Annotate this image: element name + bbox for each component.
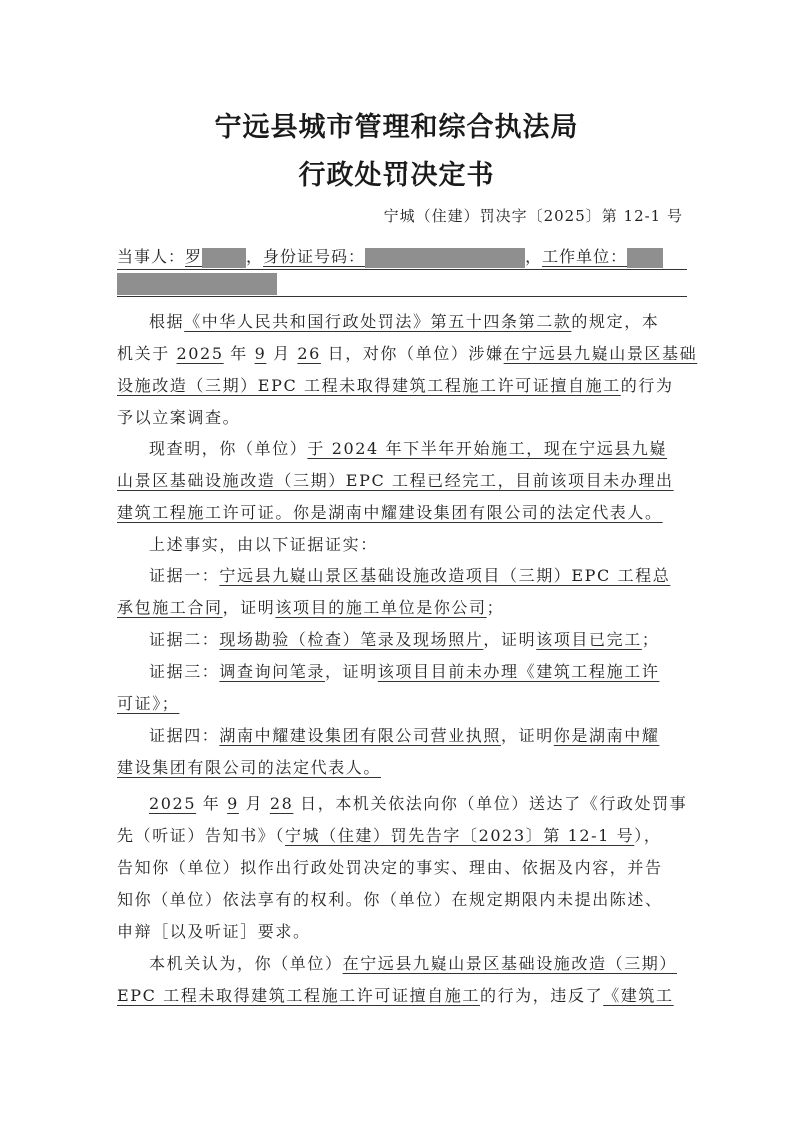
evidence-1-line2 [117,596,687,620]
text: ； [486,598,505,617]
text: 申辩［以及听证］要求。 [117,922,311,941]
paragraph-notice-line3 [117,856,687,880]
evidence-2 [117,628,719,652]
evidence-proves: 该项目目前未办理《建筑工程施工许 [377,662,660,681]
evidence-3 [117,660,719,684]
text: ，证明 [483,630,537,649]
violation-description: EPC 工程未取得建筑工程施工许可证擅自施工 [117,986,480,1005]
paragraph-conclusion-line2 [117,984,687,1008]
paragraph-notice [117,792,719,816]
evidence-item: 调查询问笔录 [219,662,326,681]
text: 根据 [149,312,185,331]
redacted-work-unit-cont [117,273,277,295]
text: ； [641,630,660,649]
evidence-proves: 可证》； [117,694,180,713]
text: 年 [196,794,228,813]
case-year: 2025 [176,344,224,363]
redacted-work-unit [627,248,663,268]
text: ，证明 [325,662,378,681]
findings-text: 山景区基础设施改造（三期）EPC 工程已经完工，目前该项目未办理出 [117,471,674,490]
notice-day: 28 [269,794,294,813]
evidence-1 [117,564,719,588]
text: 日，对你（单位）涉嫌 [320,344,504,363]
evidence-proves: 该项目的施工单位是你公司 [275,598,487,617]
findings-text: 建筑工程施工许可证。你是湖南中耀建设集团有限公司的法定代表人。 [117,503,663,522]
text: 的行为 [620,376,674,395]
evidence-proves: 建设集团有限公司的法定代表人。 [117,758,382,777]
evidence-4 [117,724,719,748]
violation-description: 在宁远县九嶷山景区基础设施改造（三期） [342,954,678,973]
id-label: 身份证号码： [263,247,366,266]
paragraph-conclusion [117,952,719,976]
text: 上述事实，由以下证据证实： [149,535,378,554]
evidence-item: 宁远县九嶷山景区基础设施改造项目（三期）EPC 工程总 [219,566,671,585]
paragraph-evidence-intro [117,533,719,557]
work-unit-label: 工作单位： [542,247,628,266]
evidence-item: 湖南中耀建设集团有限公司营业执照 [219,726,502,745]
notice-number: 宁城（住建）罚先告字〔2023〕第 12-1 号 [285,826,635,845]
notice-month: 9 [227,794,239,813]
text: 予以立案调查。 [117,408,241,427]
law-reference: 《建筑工 [603,986,674,1005]
party-name-prefix: 罗 [185,247,203,266]
paragraph-findings [117,437,719,461]
evidence-label: 证据三： [149,662,220,681]
text: 日，本机关依法向你（单位）送达了《行政处罚事 [293,794,688,813]
redacted-name [202,248,246,268]
separator: ， [246,247,264,266]
evidence-label: 证据四： [149,726,220,745]
party-info-line [117,245,687,269]
case-month: 9 [254,344,267,363]
evidence-item: 现场勘验（检查）笔录及现场照片 [219,630,484,649]
paragraph-notice-line2 [117,824,687,848]
party-underline [117,269,687,270]
paragraph-notice-line4 [117,888,687,912]
text: 的规定，本 [571,312,660,331]
paragraph-legal-basis [117,310,719,334]
text: 月 [266,344,298,363]
paragraph-notice-line5 [117,920,687,944]
party-name [185,247,246,266]
notice-year: 2025 [149,794,197,813]
evidence-3-line2 [117,692,687,716]
document-type-title: 行政处罚决定书 [298,160,495,191]
paragraph-legal-basis-line3 [117,374,687,398]
document-number: 宁城（住建）罚决字〔2025〕第 12-1 号 [383,207,683,225]
evidence-4-line2 [117,756,687,780]
paragraph-legal-basis-line2 [117,342,698,366]
text: ）， [634,826,662,845]
text: 月 [238,794,270,813]
text: 机关于 [117,344,177,363]
findings-text: 于 2024 年下半年开始施工，现在宁远县九嶷 [307,439,668,458]
paragraph-findings-line3 [117,501,687,525]
text: ，证明 [501,726,554,745]
paragraph-legal-basis-line4 [117,406,687,430]
separator: ， [525,247,543,266]
text: 现查明，你（单位） [149,439,308,458]
violation-description: 在宁远县九嶷山景区基础 [503,344,698,363]
text: 年 [223,344,255,363]
text: ，证明 [222,598,276,617]
evidence-proves: 该项目已完工 [536,630,642,649]
evidence-label: 证据一： [149,566,220,585]
text: 告知你（单位）拟作出行政处罚决定的事实、理由、依据及内容，并告 [117,858,663,877]
text: 知你（单位）依法享有的权利。你（单位）在规定期限内未提出陈述、 [117,890,663,909]
law-reference: 《中华人民共和国行政处罚法》第五十四条第二款 [184,312,572,331]
text: 先（听证）告知书》（ [117,826,286,845]
evidence-label: 证据二： [149,630,220,649]
party-underline-2 [117,296,687,297]
paragraph-findings-line2 [117,469,687,493]
evidence-proves: 你是湖南中耀 [553,726,660,745]
text: 的行为，违反了 [479,986,604,1005]
case-day: 26 [297,344,321,363]
issuing-authority-title: 宁远县城市管理和综合执法局 [214,112,579,143]
party-label: 当事人： [117,247,186,266]
violation-description: 设施改造（三期）EPC 工程未取得建筑工程施工许可证擅自施工 [117,376,621,395]
evidence-item: 承包施工合同 [117,598,223,617]
text: 本机关认为，你（单位） [149,954,343,973]
redacted-id-number [365,248,525,268]
